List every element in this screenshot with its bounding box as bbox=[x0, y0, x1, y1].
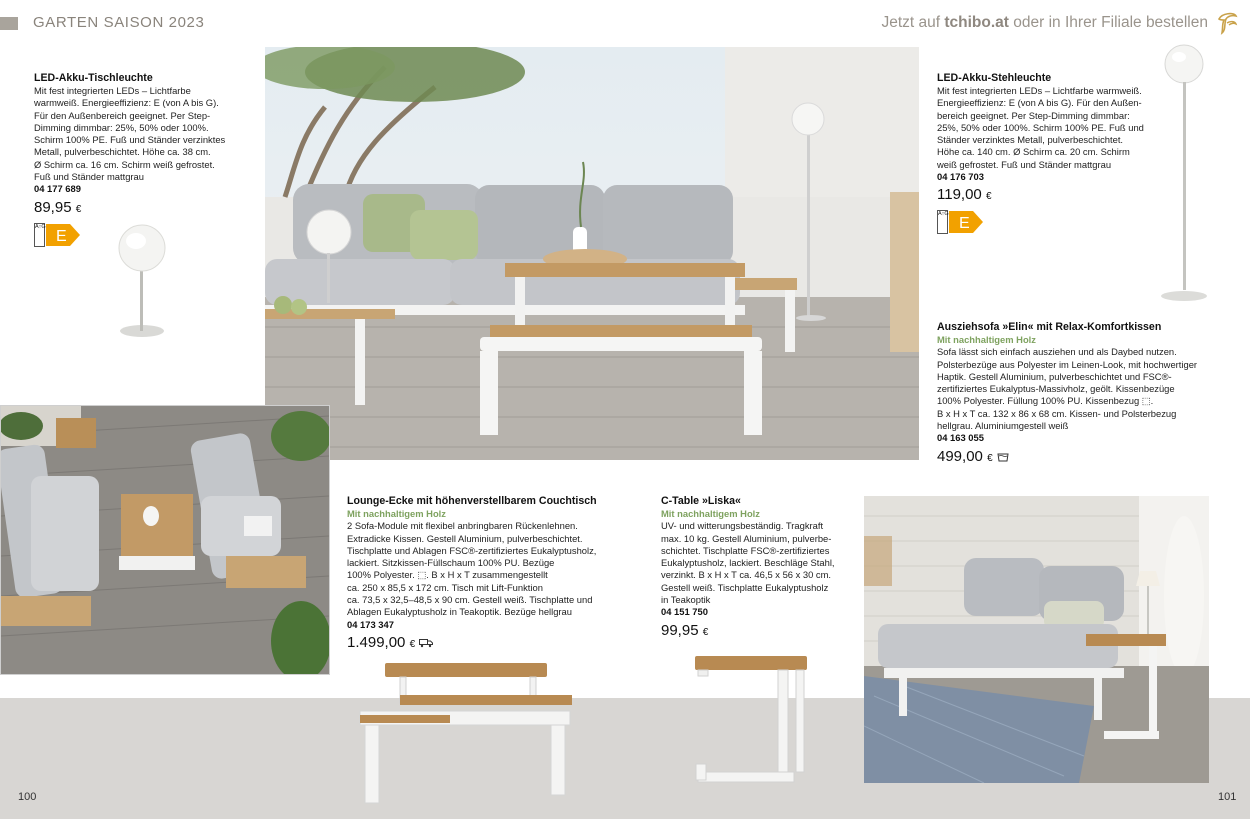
order-hint: Jetzt auf tchibo.at oder in Ihrer Filiale bestellen bbox=[881, 14, 1208, 31]
stehleuchte-photo bbox=[1150, 40, 1220, 305]
product-title: LED-Akku-Tischleuchte bbox=[34, 72, 153, 84]
price: 119,00 € bbox=[937, 186, 992, 204]
energy-class-arrow-icon bbox=[949, 211, 983, 233]
product-description: Mit fest integrierten LEDs – Lichtfarbe warmweiß. Energieeffizienz: E (von A bis G). Für den Außen- bereich geeignet. Per Step-Dimming dimmbar: 25%, 50% oder 100%. Schirm 100% PE. Fuß und Ständer verzinktes Metall, pulverbeschichtet. Höhe ca. 140 cm. Ø Schirm ca. 20 cm. Schirm weiß gefrostet. Fuß und Ständer mattgrau bbox=[937, 85, 1144, 170]
product-title: C-Table »Liska« bbox=[661, 495, 741, 507]
page-number-left: 100 bbox=[18, 791, 37, 803]
article-number: 04 176 703 bbox=[937, 171, 984, 183]
header-marker bbox=[0, 17, 18, 30]
terrace-lounge-photo bbox=[265, 47, 919, 460]
product-ctable bbox=[661, 494, 841, 643]
energy-scale: A↑G bbox=[937, 210, 948, 234]
page-number-right: 101 bbox=[1218, 791, 1237, 803]
sustainability-note: Mit nachhaltigem Holz bbox=[661, 508, 760, 519]
article-number: 04 151 750 bbox=[661, 606, 708, 618]
price: 1.499,00 € bbox=[347, 633, 612, 655]
shop-link[interactable]: tchibo.at bbox=[944, 14, 1009, 31]
price: 89,95 € bbox=[34, 198, 82, 216]
energy-scale: A↑G bbox=[34, 223, 45, 247]
product-sofa bbox=[937, 320, 1212, 469]
product-title: Lounge-Ecke mit höhenverstellbarem Couchtisch bbox=[347, 495, 597, 507]
c-table-photo bbox=[690, 652, 815, 792]
energy-class-arrow-icon bbox=[46, 224, 80, 246]
product-lounge bbox=[347, 494, 612, 655]
sustainability-note: Mit nachhaltigem Holz bbox=[347, 508, 446, 519]
svg-text:E: E bbox=[56, 227, 67, 245]
care-symbol-icon bbox=[997, 452, 1009, 462]
brand-logo-icon bbox=[1214, 10, 1240, 36]
product-description: Mit fest integrierten LEDs – Lichtfarbe warmweiß. Energieeffizienz: E (von A bis G). Für den Außenbereich geeignet. Per Step- Dimming dimmbar: 25%, 50% oder 100%. Schirm 100% PE. Fuß und Ständer verzinktes Metall, pulverbeschichtet. Höhe ca. 38 cm. Ø Schirm ca. 16 cm. Schirm weiß gefrostet. Fuß und Ständer mattgrau bbox=[34, 85, 226, 183]
price: 99,95 € bbox=[661, 621, 709, 639]
product-description: 2 Sofa-Module mit flexibel anbringbaren Rückenlehnen. Extradicke Kissen. Gestell Aluminium, pulverbeschichtet. Tischplatte und Ablagen FSC®-zertifiziertes Eukalyptusholz, lackiert. Sitzkissen-Füllschaum 100% PU. Bezüge 100% Polyester. ⬚. B x H x T zusammengestellt ca. 250 x 85,5 x 172 cm. Tisch mit Lift-Funktion ca. 73,5 x 32,5–48,5 x 90 cm. Gestell weiß. Tischplatte und Ablagen Eukalyptusholz in Teakoptik. Bezüge hellgrau bbox=[347, 520, 597, 618]
product-title: LED-Akku-Stehleuchte bbox=[937, 72, 1052, 84]
price: 499,00 € bbox=[937, 447, 1212, 469]
delivery-truck-icon bbox=[419, 638, 433, 648]
article-number: 04 177 689 bbox=[34, 183, 81, 195]
catalog-section-title: GARTEN SAISON 2023 bbox=[33, 14, 205, 31]
product-title: Ausziehsofa »Elin« mit Relax-Komfortkissen bbox=[937, 321, 1162, 333]
article-number: 04 173 347 bbox=[347, 618, 394, 630]
product-description: Sofa lässt sich einfach ausziehen und als Daybed nutzen. Polsterbezüge aus Polyester im Leinen-Look, mit hochwertiger Haptik. Gestell Aluminium, pulverbeschichtet und FSC®- zertifiziertes Eukalyptus-Massivholz, geölt. Kissenbezüge 100% Polyester. Füllung 100% PU. Kissenbezug ⬚. B x H x T ca. 132 x 86 x 68 cm. Kissen- und Polsterbezug hellgrau. Aluminiumgestell weiß bbox=[937, 346, 1198, 432]
couchtisch-photo bbox=[355, 655, 580, 805]
energy-label bbox=[937, 210, 1157, 234]
aerial-lounge-photo bbox=[0, 405, 330, 675]
product-description: UV- und witterungsbeständig. Tragkraft max. 10 kg. Gestell Aluminium, pulverbe- schichtet. Tischplatte FSC®-zertifiziertes Eukalyptusholz, lackiert. Beschläge Stahl, verzinkt. B x H x T ca. 46,5 x 56 x 30 cm. Gestell weiß. Tischplatte Eukalyptusholz in Teakoptik bbox=[661, 520, 835, 606]
svg-text:E: E bbox=[959, 215, 970, 233]
article-number: 04 163 055 bbox=[937, 432, 984, 444]
sustainability-note: Mit nachhaltigem Holz bbox=[937, 334, 1036, 345]
product-stehleuchte bbox=[937, 71, 1157, 234]
daybed-photo bbox=[864, 496, 1209, 783]
tischleuchte-photo bbox=[90, 215, 200, 355]
